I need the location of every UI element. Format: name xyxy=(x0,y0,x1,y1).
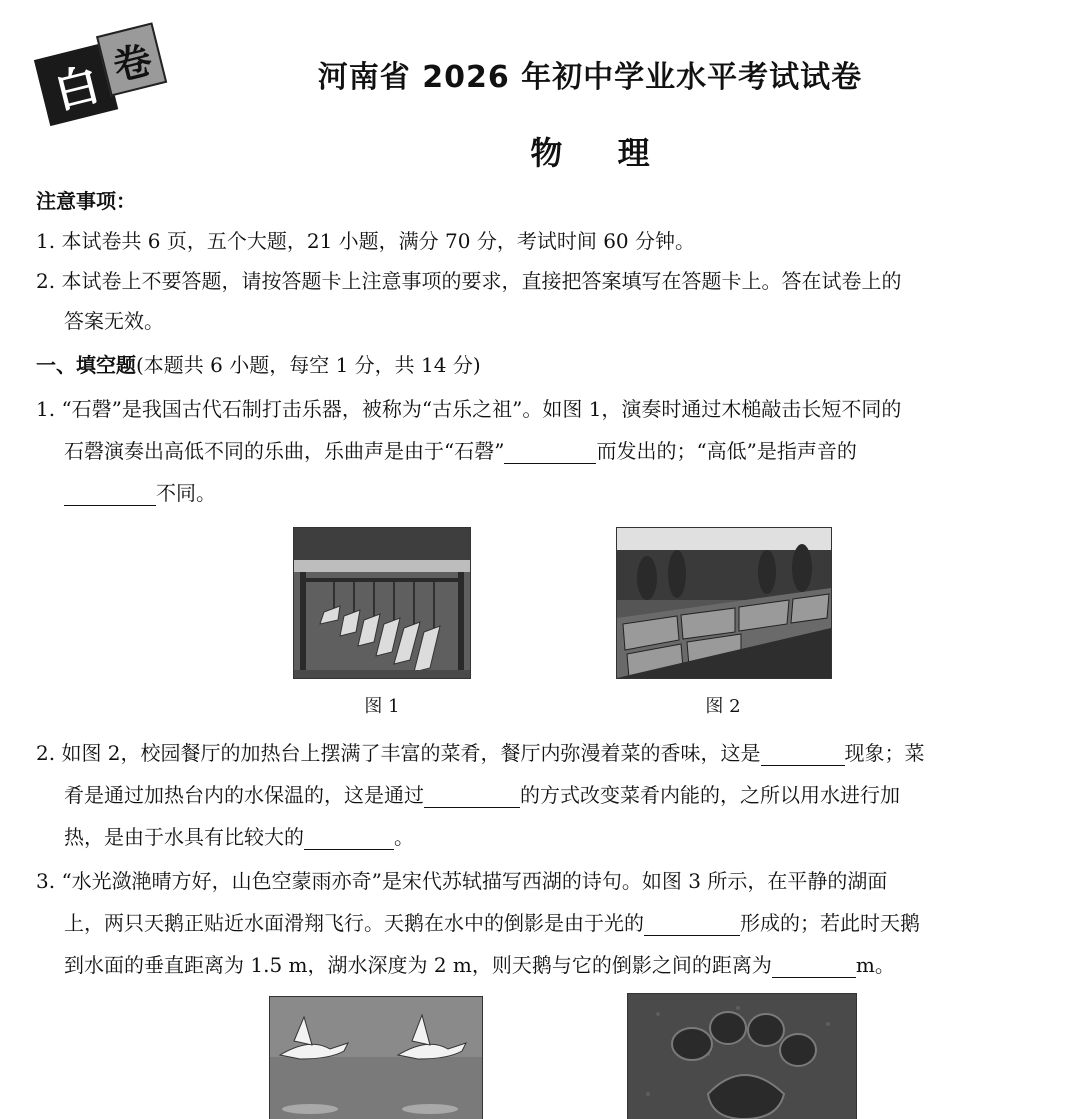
q1-blank-1 xyxy=(504,443,596,464)
q2-blank-1 xyxy=(761,745,845,766)
badge-char-paper: 卷 xyxy=(96,22,167,96)
exam-badge xyxy=(32,22,173,132)
subject-title: 物 理 xyxy=(530,134,650,172)
q3-line1: 3. “水光潋滟晴方好，山色空蒙雨亦奇”是宋代苏轼描写西湖的诗句。如图 3 所示，在平静的湖面 xyxy=(36,869,888,893)
notice-item-2-line2: 答案无效。 xyxy=(64,309,164,333)
q2-line3 xyxy=(64,824,414,850)
q1-line3 xyxy=(64,480,216,506)
q2-line2 xyxy=(64,782,900,808)
q3-line3-text-b: m。 xyxy=(855,953,895,977)
notice-item-1: 1. 本试卷共 6 页，五个大题，21 小题，满分 70 分，考试时间 60 分钟。 xyxy=(36,229,696,253)
section-heading xyxy=(36,352,481,378)
q1-blank-2 xyxy=(64,485,156,506)
q1-line2-text-a: 石磬演奏出高低不同的乐曲，乐曲声是由于“石磬” xyxy=(64,439,505,463)
notice-item-2-line1: 2. 本试卷上不要答题，请按答题卡上注意事项的要求，直接把答案填写在答题卡上。答在试卷上的 xyxy=(36,269,902,293)
q1-line3-text: 不同。 xyxy=(156,481,216,505)
q1-line1: 1. “石磬”是我国古代石制打击乐器，被称为“古乐之祖”。如图 1，演奏时通过木槌敲击长短不同的 xyxy=(36,397,902,421)
figure-3-swans-image xyxy=(269,996,483,1119)
section-heading-bold: 一、填空题 xyxy=(36,353,136,377)
section-heading-detail: (本题共 6 小题，每空 1 分，共 14 分) xyxy=(136,353,481,377)
q2-line2-text-a: 肴是通过加热台内的水保温的，这是通过 xyxy=(64,783,424,807)
q2-line2-text-b: 的方式改变菜肴内能的，之所以用水进行加 xyxy=(520,783,900,807)
figure-1-caption: 图 1 xyxy=(364,696,400,717)
q3-blank-2 xyxy=(772,957,856,978)
q3-line2 xyxy=(64,910,920,936)
q2-blank-3 xyxy=(304,829,394,850)
q3-line2-text-b: 形成的；若此时天鹅 xyxy=(740,911,920,935)
q1-line2 xyxy=(64,438,857,464)
q2-line3-text-b: 。 xyxy=(394,825,414,849)
q1-line2-text-b: 而发出的；“高低”是指声音的 xyxy=(596,439,857,463)
figure-2-buffet-image xyxy=(616,527,832,679)
q2-line1-text-b: 现象；菜 xyxy=(844,741,925,765)
figure-4-paw-print-image xyxy=(627,993,857,1119)
q3-line3-text-a: 到水面的垂直距离为 1.5 m，湖水深度为 2 m，则天鹅与它的倒影之间的距离为 xyxy=(64,953,772,977)
q2-line3-text-a: 热，是由于水具有比较大的 xyxy=(64,825,304,849)
notice-heading: 注意事项： xyxy=(36,189,136,213)
q2-blank-2 xyxy=(424,787,520,808)
q2-line1 xyxy=(36,740,925,766)
q3-blank-1 xyxy=(644,915,740,936)
q3-line3 xyxy=(64,952,895,978)
exam-title: 河南省 2026 年初中学业水平考试试卷 xyxy=(317,60,863,95)
q2-line1-text-a: 2. 如图 2，校园餐厅的加热台上摆满了丰富的菜肴，餐厅内弥漫着菜的香味，这是 xyxy=(36,741,761,765)
q3-line2-text-a: 上，两只天鹅正贴近水面滑翔飞行。天鹅在水中的倒影是由于光的 xyxy=(64,911,644,935)
badge-char-white: 白 xyxy=(34,43,118,126)
figure-2-caption: 图 2 xyxy=(705,696,741,717)
figure-1-stone-chime-image xyxy=(293,527,471,679)
